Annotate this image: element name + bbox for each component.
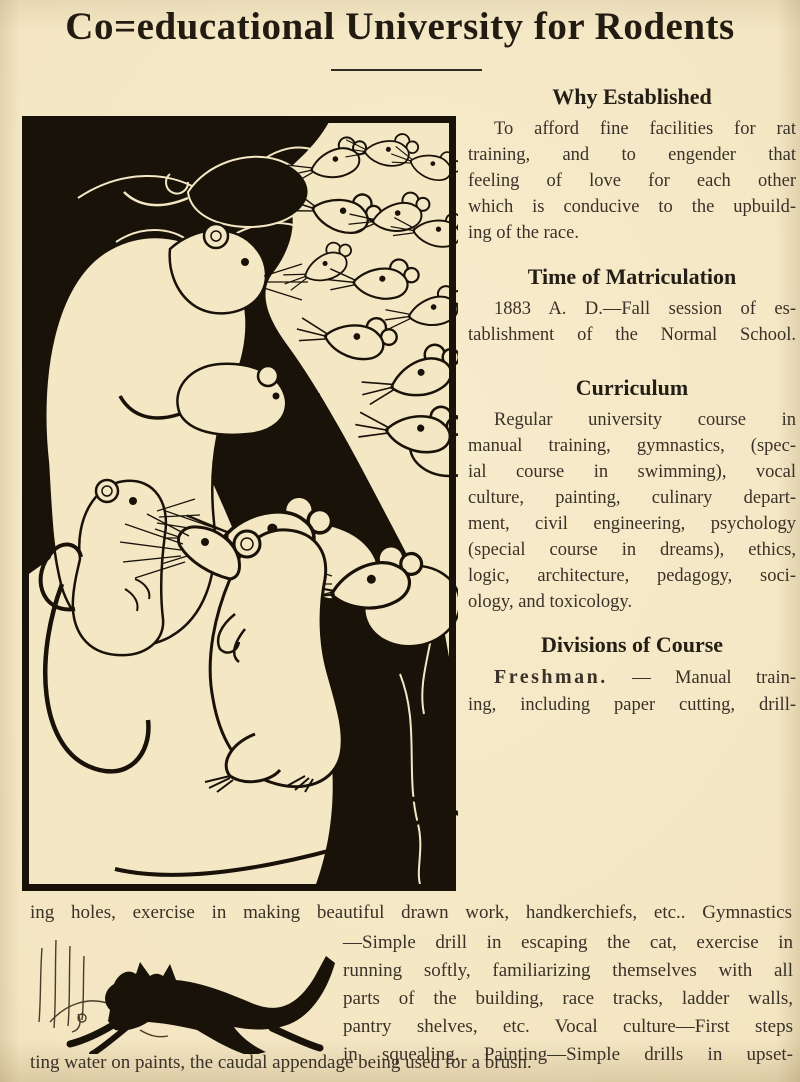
text-line: —Simple drill in escaping the cat, exercise in (343, 932, 793, 953)
text-line: feeling of love for each other (468, 171, 796, 191)
text-line: manual training, gymnastics, (spec- (468, 436, 796, 456)
paragraph-freshman (468, 664, 796, 719)
freshman-label: Freshman. (494, 666, 608, 688)
text-line: parts of the building, race tracks, ladder walls, (343, 988, 793, 1009)
text-line: ing of the race. (468, 223, 579, 243)
text-line: ing, including paper cutting, drill- (468, 695, 796, 715)
text-line: logic, architecture, pedagogy, soci- (468, 566, 796, 586)
section-heading-curriculum: Curriculum (575, 375, 689, 400)
text-line: which is conducive to the upbuild- (468, 197, 796, 217)
text-line: ment, civil engineering, psychology (468, 514, 796, 534)
bottom-wrapped-paragraph (343, 929, 793, 1069)
freshman-rest: — Manual train- (632, 668, 797, 688)
paragraph-curriculum (468, 407, 796, 615)
text-line (468, 664, 796, 692)
paragraph-why-established (468, 116, 796, 246)
text-line: (special course in dreams), ethics, (468, 540, 796, 560)
text-line: Regular university course in (494, 410, 796, 430)
text-line: in squealing. Painting—Simple drills in upset- (343, 1044, 793, 1065)
leaping-cat-silhouette (22, 926, 340, 1054)
text-line: To afford fine facilities for rat (494, 119, 796, 139)
bottom-paragraph-line: ting water on paints, the caudal appendage being used for a brush. (30, 1052, 532, 1073)
text-line: culture, painting, culinary depart- (468, 488, 796, 508)
rat-crowd-illustration (20, 114, 458, 893)
text-line: 1883 A. D.—Fall session of es- (494, 299, 796, 319)
section-heading-divisions: Divisions of Course (540, 632, 724, 657)
section-heading-matriculation: Time of Matriculation (527, 264, 737, 289)
paragraph-matriculation (468, 296, 796, 348)
text-line: pantry shelves, etc. Vocal culture—First steps (343, 1016, 793, 1037)
title-divider (331, 69, 482, 71)
text-line: running softly, familiarizing themselves with all (343, 960, 793, 981)
text-line: training, and to engender that (468, 145, 796, 165)
text-line: tablishment of the Normal School. (468, 325, 796, 345)
text-line: ology, and toxicology. (468, 592, 633, 612)
text-line: ial course in swimming), vocal (468, 462, 796, 482)
right-column (468, 84, 796, 719)
bottom-paragraph-line: ing holes, exercise in making beautiful drawn work, handkerchiefs, etc.. Gymnastics (30, 902, 792, 923)
page-title: Co=educational University for Rodents (65, 5, 735, 48)
section-heading-why-established: Why Established (552, 84, 712, 109)
